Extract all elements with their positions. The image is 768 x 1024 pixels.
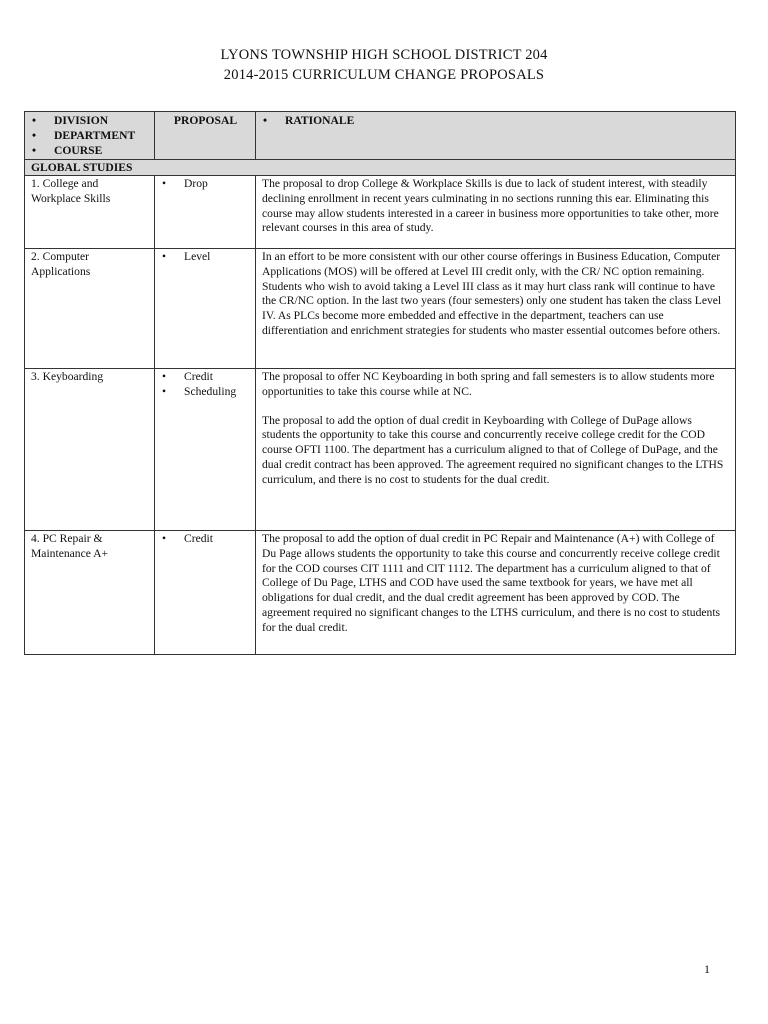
header-item-division: • DIVISION [31,114,149,129]
rationale-text: The proposal to add the option of dual credit in Keyboarding with College of DuPage allows students the opportunity to take this course and concurrently receive college credit for the COD course OFTI 1100. The department has a curriculum aligned to that of College of DuPage, and the dual credit contract has been approved. The agreement required no significant changes to the LTHS curriculum, and there is no cost to students for the dual credit. [262,413,724,487]
proposal-item: • Level [161,250,250,265]
rationale-cell [256,175,736,248]
proposal-item: • Drop [161,177,250,192]
page-number: 1 [704,962,710,976]
rationale-cell [256,248,736,368]
header-rationale: • RATIONALE [262,114,730,129]
header-item-course: • COURSE [31,144,149,159]
rationale-cell [256,368,736,530]
table-header-row [25,112,736,160]
table-row [25,530,736,654]
proposal-cell [155,368,256,530]
proposal-item: • Scheduling [161,385,250,400]
course-name: 4. PC Repair & Maintenance A+ [25,530,155,654]
proposal-item: • Credit [161,370,250,385]
header-item-department: • DEPARTMENT [31,129,149,144]
course-name: 2. Computer Applications [25,248,155,368]
document-title-line-2: 2014-2015 CURRICULUM CHANGE PROPOSALS [223,67,545,83]
rationale-text: In an effort to be more consistent with our other course offerings in Business Education, Computer Applications (MOS) will be offered at Level III credit only, with the CR/ NC option remaining. Students who wish to avoid taking a Level III class as it may hurt class rank will continue to have the CR/NC option. In the last two years (four semesters) only one student has taken the class Level IV. As PLCs become more embedded and effective in the department, teachers can use differentiation and enrichment strategies for students who master essential outcomes before others. [262,249,722,338]
proposal-cell [155,248,256,368]
proposal-cell [155,175,256,248]
header-division-department-course [25,112,155,160]
rationale-text: The proposal to add the option of dual credit in PC Repair and Maintenance (A+) with College of Du Page allows students the opportunity to take this course and concurrently receive college credit for the COD courses CIT 1111 and CIT 1112. The department has a curriculum aligned to that of College of Du Page, LTHS and COD have used the same textbook for years, we have met all obligations for dual credit, and the dual credit agreement has been approved by COD. The agreement required no significant changes to the LTHS curriculum, and there is no cost to students for the dual credit. [262,531,721,635]
course-name: 3. Keyboarding [25,368,155,530]
proposal-cell [155,530,256,654]
rationale-text: The proposal to drop College & Workplace Skills is due to lack of student interest, with steadily declining enrollment in recent years culminating in no sections running this ear. Eliminating this course may allow students interested in a career in business more opportunities to take other, more relevant courses in this area of study. [262,176,719,235]
table-row [25,368,736,530]
header-proposal: PROPOSAL [155,112,256,160]
rationale-cell [256,530,736,654]
rationale-text: The proposal to offer NC Keyboarding in both spring and fall semesters is to allow students more opportunities to take this course while at NC. [262,369,715,398]
section-row [25,159,736,175]
section-heading: GLOBAL STUDIES [25,159,736,175]
document-title-line-1: LYONS TOWNSHIP HIGH SCHOOL DISTRICT 204 [220,47,548,63]
table-row [25,175,736,248]
proposal-item: • Credit [161,532,250,547]
course-name: 1. College and Workplace Skills [25,175,155,248]
proposals-table [24,111,736,655]
header-rationale-cell [256,112,736,160]
table-row [25,248,736,368]
